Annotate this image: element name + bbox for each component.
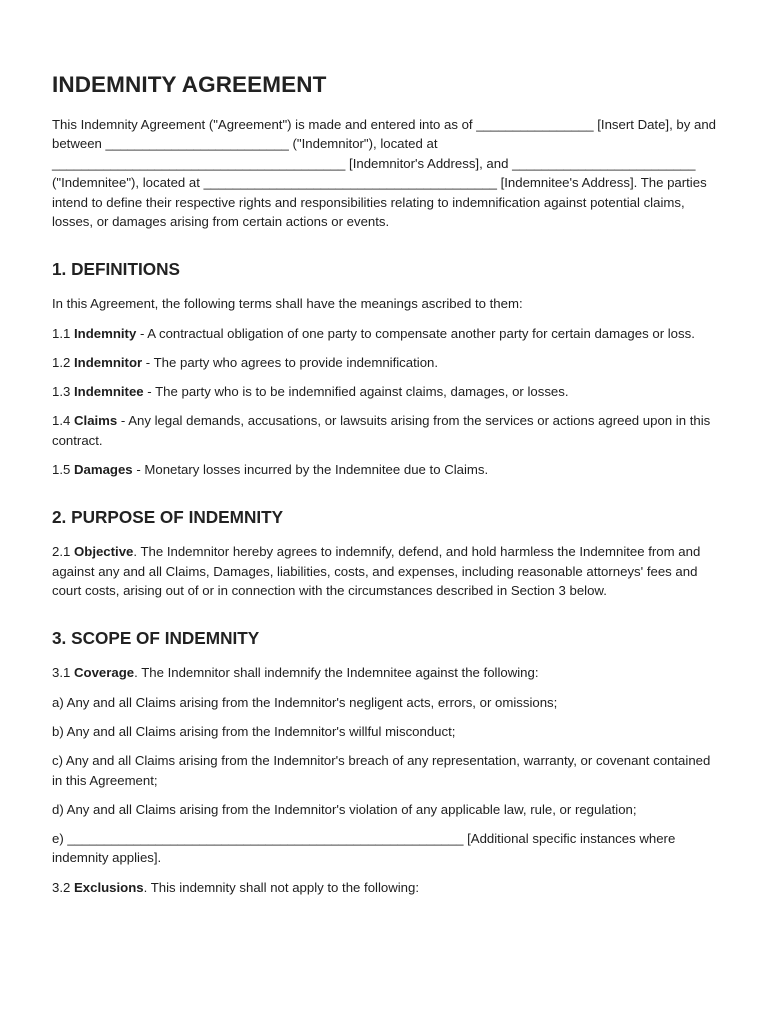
clause-number: 1.4 (52, 413, 74, 429)
clause-number: 1.3 (52, 384, 74, 400)
clause-number: 1.1 (52, 325, 74, 341)
defined-term: Objective (74, 544, 134, 560)
clause-number: 3.1 (52, 665, 74, 681)
coverage-list-item-a: a) Any and all Claims arising from the Indemnitor's negligent acts, errors, or omissions; (52, 694, 558, 710)
section-heading-definitions: 1. DEFINITIONS (52, 259, 180, 280)
definitions-lead: In this Agreement, the following terms shall have the meanings ascribed to them: (52, 296, 523, 312)
definition-item-indemnitee (52, 382, 720, 401)
purpose-objective-clause (52, 542, 720, 600)
clause-text: . The Indemnitor hereby agrees to indemnify, defend, and hold harmless the Indemnitee from and against any and all Claims, Damages, liabilities, costs, and expenses, including reasonable attorneys' fees and court costs, arising out of or in connection with the circumstances described in Section 3 below. (52, 544, 701, 599)
definition-text: - Any legal demands, accusations, or lawsuits arising from the services or actions agreed upon in this contract. (52, 413, 711, 448)
coverage-list-item-e: e) ______________________________________________________ [Additional specific instances where indemnity applies]. (52, 830, 676, 866)
section-heading-scope: 3. SCOPE OF INDEMNITY (52, 628, 260, 649)
definition-item-claims (52, 411, 720, 450)
definition-item-indemnitor (52, 353, 720, 372)
section-heading-purpose: 2. PURPOSE OF INDEMNITY (52, 507, 284, 528)
defined-term: Indemnity (74, 325, 137, 341)
clause-number: 1.5 (52, 461, 74, 477)
scope-exclusions-clause (52, 878, 720, 897)
definition-item-indemnity (52, 324, 720, 343)
document-title: INDEMNITY AGREEMENT (52, 72, 327, 97)
clause-text: . This indemnity shall not apply to the following: (143, 879, 420, 895)
defined-term: Claims (74, 413, 118, 429)
definition-item-damages (52, 460, 720, 479)
clause-number: 3.2 (52, 879, 74, 895)
coverage-list-item-b: b) Any and all Claims arising from the Indemnitor's willful misconduct; (52, 723, 456, 739)
definition-text: - The party who is to be indemnified against claims, damages, or losses. (143, 384, 569, 400)
coverage-list-item-d: d) Any and all Claims arising from the Indemnitor's violation of any applicable law, rule, or regulation; (52, 801, 637, 817)
clause-number: 1.2 (52, 354, 74, 370)
clause-text: . The Indemnitor shall indemnify the Indemnitee against the following: (134, 665, 539, 681)
defined-term: Damages (74, 461, 133, 477)
definition-text: - Monetary losses incurred by the Indemnitee due to Claims. (132, 461, 489, 477)
defined-term: Exclusions (74, 879, 144, 895)
intro-paragraph: This Indemnity Agreement ("Agreement") is made and entered into as of ________________ [Insert Date], by and between _________________________ ("Indemnitor"), located at ________________________________________ [Indemnitor's Address], and _________________________ ("Indemnitee"), located at ________________________________________ [Indemnitee's Address]. The parties intend to define their respective rights and responsibilities relating to indemnification against potential claims, losses, or damages arising from certain actions or events. (52, 117, 717, 230)
scope-coverage-clause (52, 663, 720, 682)
defined-term: Indemnitee (74, 384, 144, 400)
coverage-list-item-c: c) Any and all Claims arising from the Indemnitor's breach of any representation, warranty, or covenant contained in this Agreement; (52, 753, 711, 788)
clause-number: 2.1 (52, 544, 74, 560)
defined-term: Coverage (74, 665, 135, 681)
definition-text: - A contractual obligation of one party to compensate another party for certain damages or loss. (136, 325, 695, 341)
defined-term: Indemnitor (74, 354, 143, 370)
definition-text: - The party who agrees to provide indemnification. (142, 354, 439, 370)
